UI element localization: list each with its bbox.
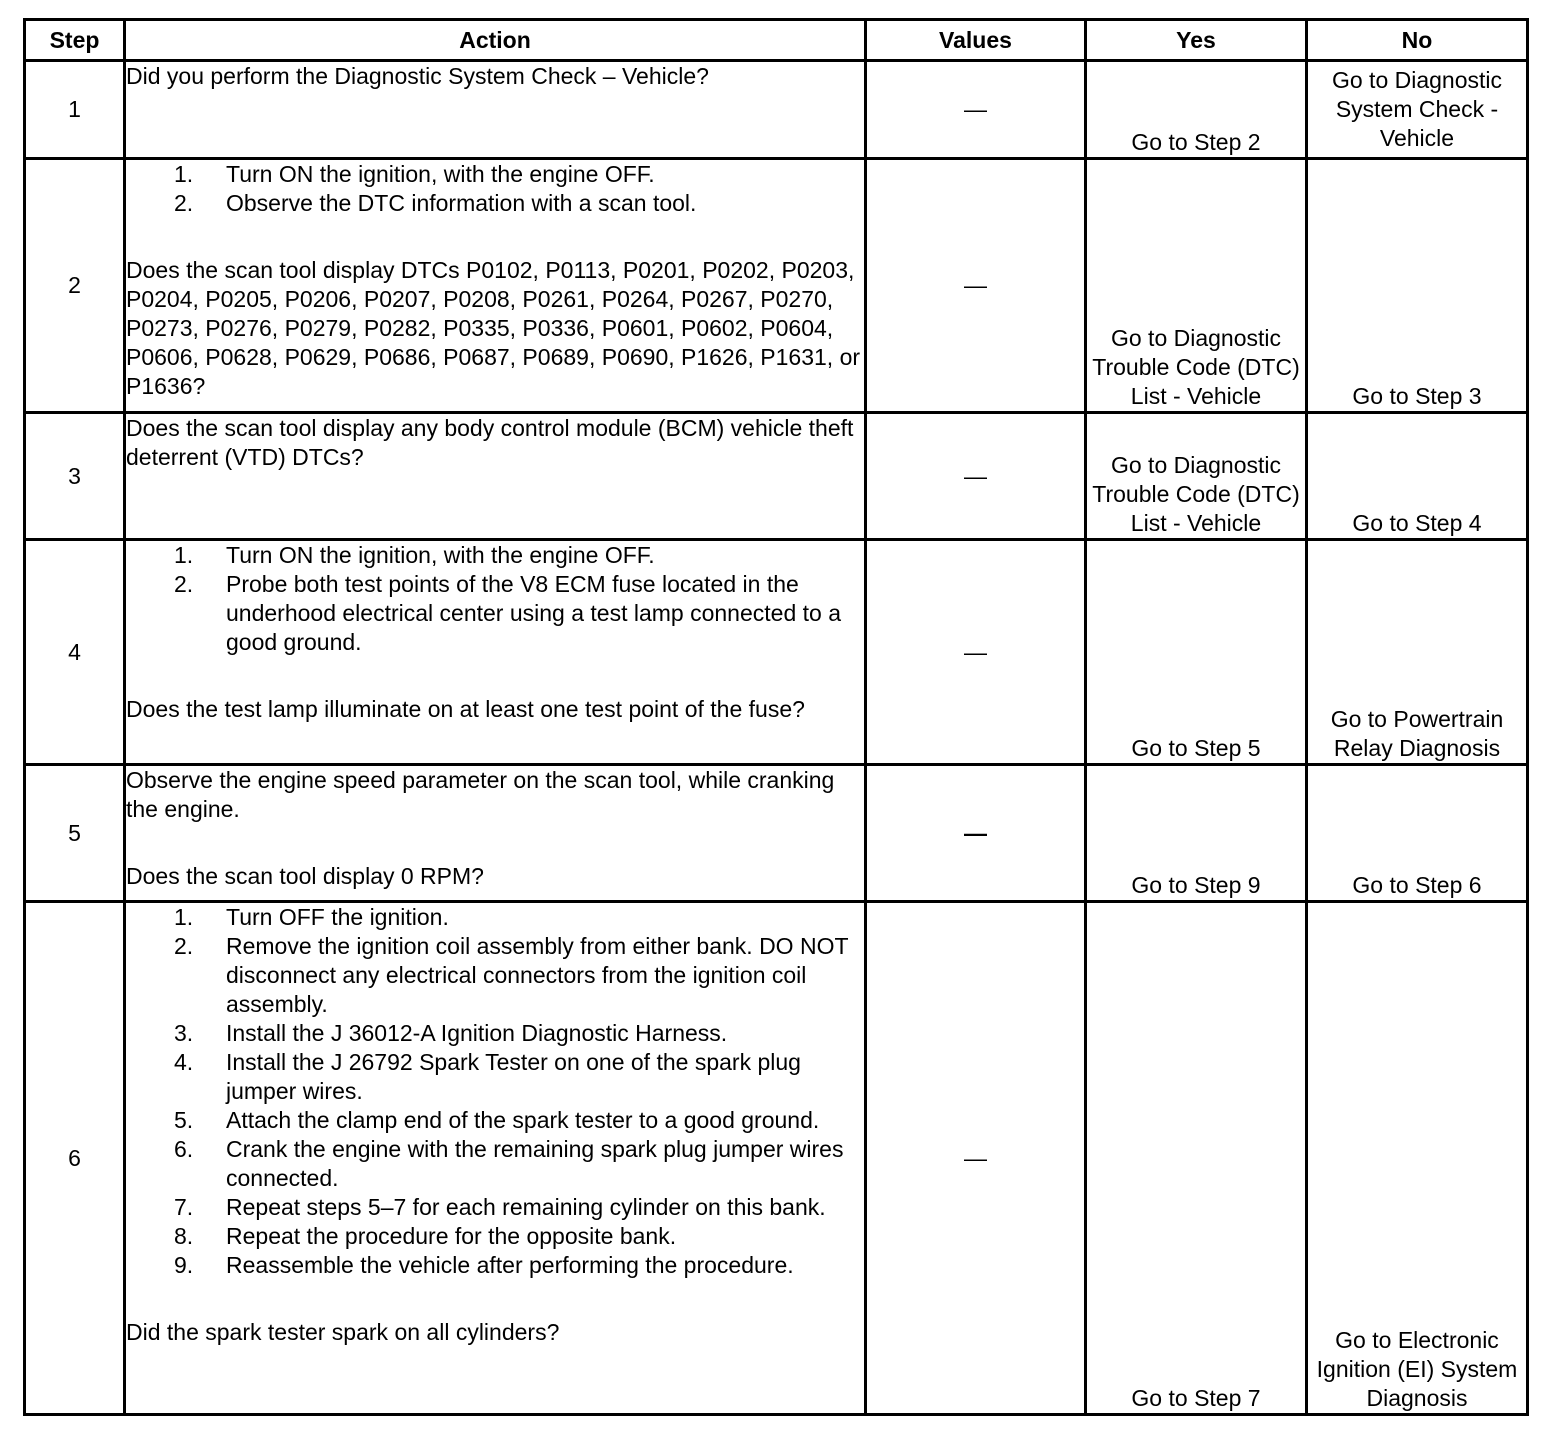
- action-cell: [125, 902, 866, 1415]
- list-item: 2. Probe both test points of the V8 ECM fuse located in the underhood electrical center using a test lamp connected to a good ground.: [174, 571, 841, 656]
- action-question: Does the scan tool display DTCs P0102, P0113, P0201, P0202, P0203, P0204, P0205, P0206, P0207, P0208, P0261, P0264, P0267, P0270, P0273, P0276, P0279, P0282, P0335, P0336, P0601, P0602, P0604, P0606, P0628, P0629, P0686, P0687, P0689, P0690, P1626, P1631, or P1636?: [126, 257, 861, 400]
- no-cell: Go to Electronic Ignition (EI) System Diagnosis: [1307, 902, 1528, 1415]
- list-item: 1. Turn ON the ignition, with the engine OFF.: [174, 542, 655, 569]
- yes-cell: Go to Step 7: [1086, 902, 1307, 1415]
- header-action: Action: [125, 20, 866, 61]
- step-number: 3: [25, 413, 125, 540]
- yes-cell: Go to Step 2: [1086, 61, 1307, 159]
- yes-cell: Go to Step 9: [1086, 765, 1307, 902]
- list-item: 1. Turn OFF the ignition.: [174, 904, 449, 931]
- action-question: Does the scan tool display 0 RPM?: [126, 863, 484, 890]
- action-intro: Observe the engine speed parameter on the scan tool, while cranking the engine.: [126, 767, 835, 823]
- no-cell: Go to Diagnostic System Check - Vehicle: [1307, 61, 1528, 159]
- action-cell: [125, 159, 866, 413]
- table-row: [25, 413, 1528, 540]
- step-number: 6: [25, 902, 125, 1415]
- list-item: 2. Observe the DTC information with a scan tool.: [174, 190, 697, 217]
- step-number: 4: [25, 540, 125, 765]
- no-cell: Go to Step 3: [1307, 159, 1528, 413]
- diagnostic-table: [23, 18, 1529, 1416]
- table-row: [25, 902, 1528, 1415]
- list-item: 5. Attach the clamp end of the spark tester to a good ground.: [174, 1107, 820, 1134]
- action-question: Does the scan tool display any body control module (BCM) vehicle theft deterrent (VTD) DTCs?: [126, 415, 854, 471]
- list-item: 2. Remove the ignition coil assembly from either bank. DO NOT disconnect any electrical connectors from the ignition coil assembly.: [174, 933, 849, 1018]
- table-row: [25, 540, 1528, 765]
- action-question: Did the spark tester spark on all cylinders?: [126, 1319, 560, 1346]
- table-row: [25, 765, 1528, 902]
- header-no: No: [1307, 20, 1528, 61]
- header-yes: Yes: [1086, 20, 1307, 61]
- action-steps-list: [126, 541, 864, 657]
- yes-cell: Go to Step 5: [1086, 540, 1307, 765]
- list-item: 9. Reassemble the vehicle after performing the procedure.: [174, 1252, 794, 1279]
- step-number: 1: [25, 61, 125, 159]
- step-number: 2: [25, 159, 125, 413]
- action-question: Did you perform the Diagnostic System Check – Vehicle?: [126, 63, 709, 89]
- action-cell: [125, 765, 866, 902]
- no-cell: Go to Step 4: [1307, 413, 1528, 540]
- action-cell: [125, 61, 866, 159]
- values-cell: —: [866, 765, 1086, 902]
- action-steps-list: [126, 160, 864, 218]
- no-cell: Go to Powertrain Relay Diagnosis: [1307, 540, 1528, 765]
- list-item: 4. Install the J 26792 Spark Tester on one of the spark plug jumper wires.: [174, 1049, 801, 1105]
- no-cell: Go to Step 6: [1307, 765, 1528, 902]
- values-cell: —: [866, 540, 1086, 765]
- table-row: [25, 159, 1528, 413]
- list-item: 7. Repeat steps 5–7 for each remaining cylinder on this bank.: [174, 1194, 826, 1221]
- list-item: 8. Repeat the procedure for the opposite bank.: [174, 1223, 677, 1250]
- values-cell: —: [866, 902, 1086, 1415]
- action-cell: [125, 413, 866, 540]
- values-cell: —: [866, 61, 1086, 159]
- list-item: 6. Crank the engine with the remaining spark plug jumper wires connected.: [174, 1136, 844, 1192]
- list-item: 3. Install the J 36012-A Ignition Diagnostic Harness.: [174, 1020, 728, 1047]
- yes-cell: Go to Diagnostic Trouble Code (DTC) List - Vehicle: [1086, 159, 1307, 413]
- values-cell: —: [866, 159, 1086, 413]
- values-cell: —: [866, 413, 1086, 540]
- header-row: [25, 20, 1528, 61]
- action-question: Does the test lamp illuminate on at least one test point of the fuse?: [126, 696, 805, 723]
- yes-cell: Go to Diagnostic Trouble Code (DTC) List - Vehicle: [1086, 413, 1307, 540]
- step-number: 5: [25, 765, 125, 902]
- action-steps-list: [126, 903, 864, 1280]
- header-values: Values: [866, 20, 1086, 61]
- action-cell: [125, 540, 866, 765]
- table-row: [25, 61, 1528, 159]
- list-item: 1. Turn ON the ignition, with the engine OFF.: [174, 161, 655, 188]
- header-step: Step: [25, 20, 125, 61]
